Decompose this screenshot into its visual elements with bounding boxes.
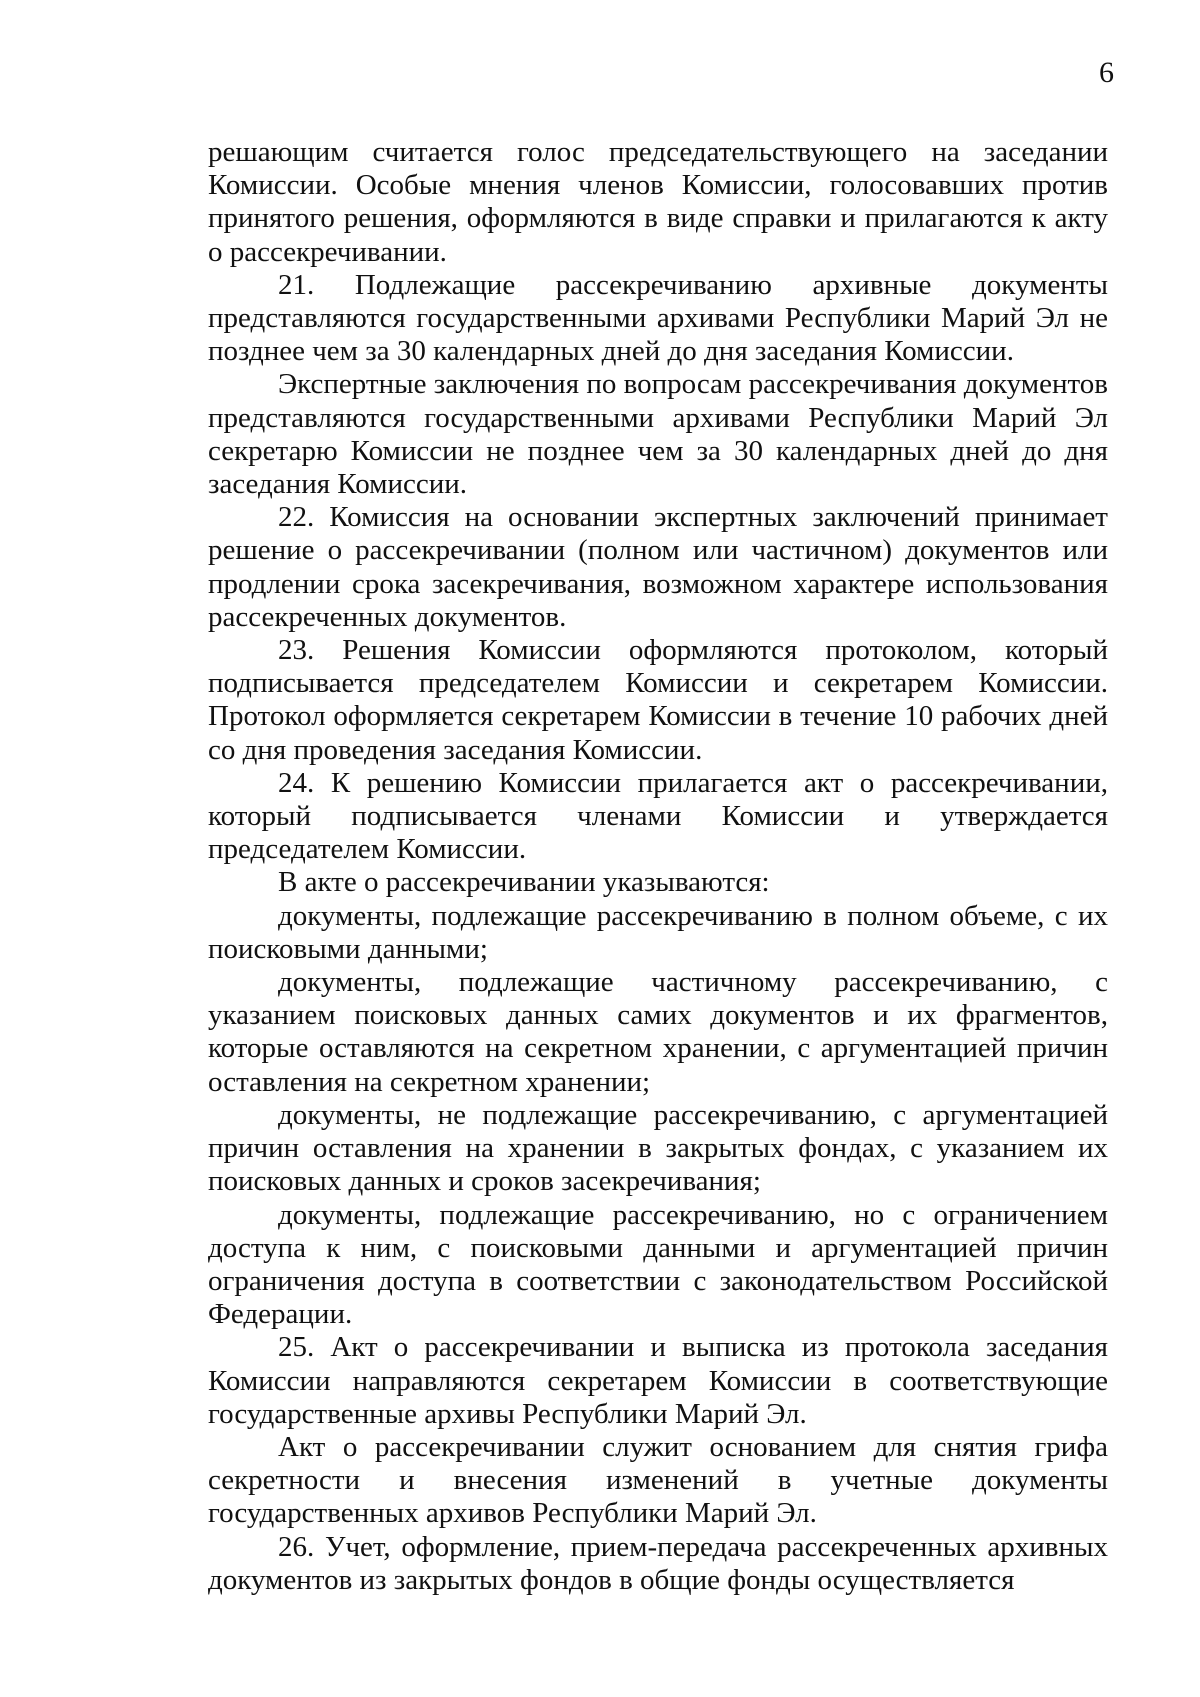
list-item-restricted-access: документы, подлежащие рассекречиванию, но с ограничением доступа к ним, с поисковыми данными и аргументацией причин ограничения доступа в соответствии с законодательством Российской Федерации. [208, 1198, 1108, 1331]
paragraph-24: 24. К решению Комиссии прилагается акт о рассекречивании, который подписывается членами Комиссии и утверждается председателем Комиссии. [208, 766, 1108, 866]
paragraph-continuation: решающим считается голос председательствующего на заседании Комиссии. Особые мнения членов Комиссии, голосовавших против принятого решения, оформляются в виде справки и прилагаются к акту о рассекречивании. [208, 136, 1108, 268]
list-item-not-declassified: документы, не подлежащие рассекречиванию, с аргументацией причин оставления на хранении в закрытых фондах, с указанием их поисковых данных и сроков засекречивания; [208, 1098, 1108, 1198]
list-item-partial-declassification: документы, подлежащие частичному рассекречиванию, с указанием поисковых данных самих документов и их фрагментов, которые оставляются на секретном хранении, с аргументацией причин оставления на секретном хранении; [208, 966, 1108, 1098]
paragraph-act-contents-intro: В акте о рассекречивании указываются: [278, 866, 770, 899]
document-body [208, 136, 1108, 1597]
paragraph-26: 26. Учет, оформление, прием-передача рассекреченных архивных документов из закрытых фондов в общие фонды осуществляется [208, 1530, 1108, 1596]
paragraph-22: 22. Комиссия на основании экспертных заключений принимает решение о рассекречивании (полном или частичном) документов или продлении срока засекречивания, возможном характере использования рассекреченных документов. [208, 501, 1108, 633]
paragraph-23: 23. Решения Комиссии оформляются протоколом, который подписывается председателем Комиссии и секретарем Комиссии. Протокол оформляется секретарем Комиссии в течение 10 рабочих дней со дня проведения заседания Комиссии. [208, 634, 1108, 766]
list-item-full-declassification: документы, подлежащие рассекречиванию в полном объеме, с их поисковыми данными; [208, 899, 1108, 965]
paragraph-act-basis: Акт о рассекречивании служит основанием для снятия грифа секретности и внесения изменений в учетные документы государственных архивов Республики Марий Эл. [208, 1430, 1108, 1530]
paragraph-expert-conclusions: Экспертные заключения по вопросам рассекречивания документов представляются государственными архивами Республики Марий Эл секретарю Комиссии не позднее чем за 30 календарных дней до дня заседания Комиссии. [208, 368, 1108, 501]
paragraph-21: 21. Подлежащие рассекречиванию архивные документы представляются государственными архивами Республики Марий Эл не позднее чем за 30 календарных дней до дня заседания Комиссии. [208, 268, 1108, 368]
page-number: 6 [1099, 56, 1114, 89]
paragraph-25: 25. Акт о рассекречивании и выписка из протокола заседания Комиссии направляются секретарем Комиссии в соответствующие государственные архивы Республики Марий Эл. [208, 1331, 1108, 1430]
